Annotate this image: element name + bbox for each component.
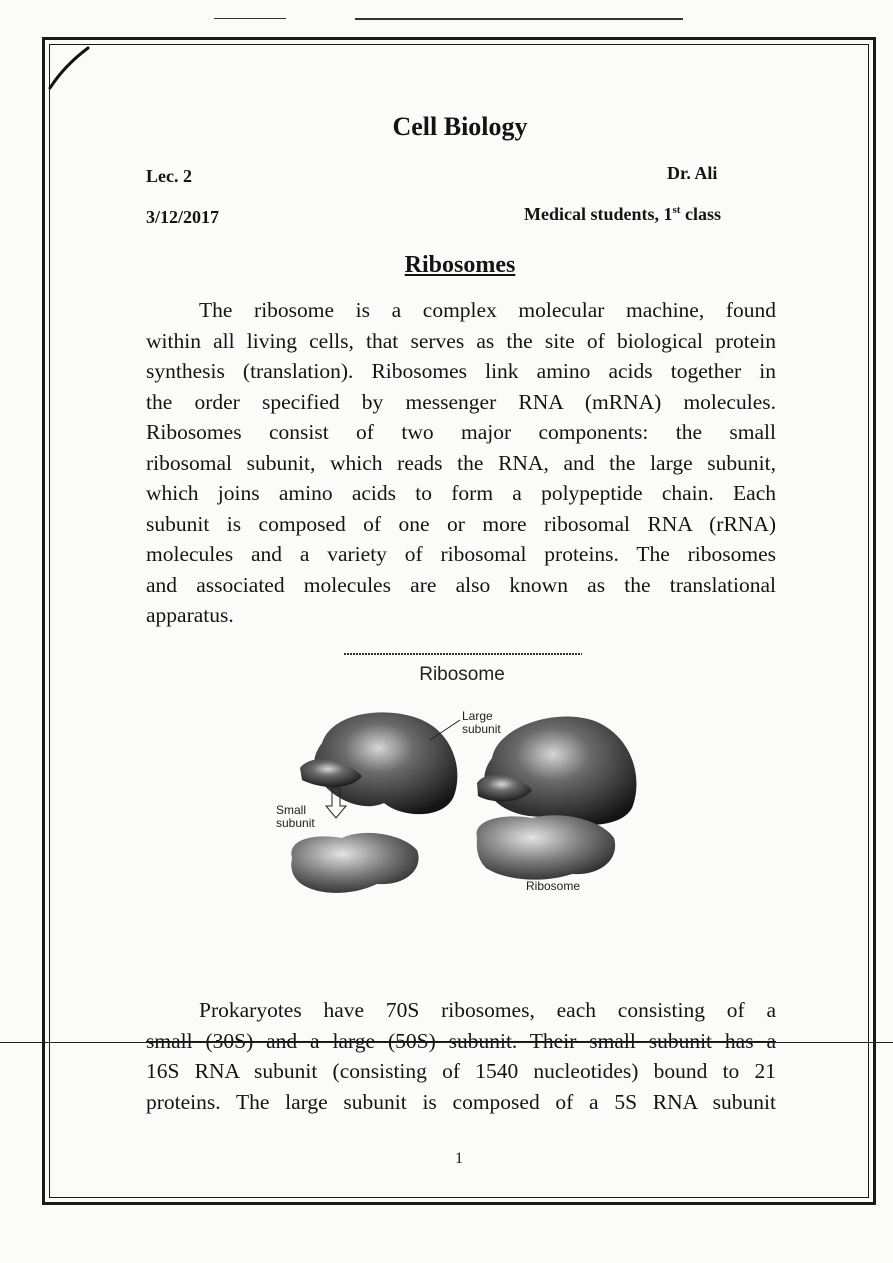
page-number: 1 [455, 1150, 463, 1167]
text-line: Prokaryotes have 70S ribosomes, each consisting of a [199, 998, 776, 1022]
paragraph-prokaryotes [146, 995, 776, 1117]
text-line: synthesis (translation). Ribosomes link amino acids together in [146, 359, 776, 383]
text-line: ribosomal subunit, which reads the RNA, and the large subunit, [146, 450, 776, 475]
section-heading: Ribosomes [404, 252, 516, 278]
audience-label: Medical students, 1st class [524, 204, 721, 224]
text-line: small (30S) and a large (50S) subunit. Their small subunit has a [146, 1028, 776, 1053]
label-ribosome: Ribosome [526, 879, 581, 893]
check-mark-icon [46, 44, 96, 94]
text-line: and associated molecules are also known as the translational [146, 572, 776, 597]
scan-line [0, 1042, 893, 1043]
text-line: The ribosome is a complex molecular machine, found [199, 298, 776, 322]
top-rule-long [355, 18, 683, 20]
paragraph-ribosome-intro [146, 295, 776, 631]
label-large-subunit: Large subunit [462, 709, 501, 736]
text-line: within all living cells, that serves as the site of biological protein [146, 328, 776, 353]
top-rule-short [214, 18, 286, 19]
document-title: Cell Biology [392, 112, 528, 141]
ribosome-figure [272, 648, 662, 908]
text-line: subunit is composed of one or more ribosomal RNA (rRNA) [146, 511, 776, 536]
text-line: proteins. The large subunit is composed of a 5S RNA subunit [146, 1089, 776, 1114]
figure-title: Ribosome [419, 664, 505, 685]
text-line: apparatus. [146, 603, 234, 627]
label-small-subunit: Small subunit [276, 803, 315, 830]
text-line: which joins amino acids to form a polypeptide chain. Each [146, 481, 776, 505]
lecture-date: 3/12/2017 [146, 207, 220, 227]
text-line: molecules and a variety of ribosomal proteins. The ribosomes [146, 542, 776, 566]
author-name: Dr. Ali [667, 163, 718, 183]
ribosome-illustration [272, 648, 662, 908]
text-line: the order specified by messenger RNA (mRNA) molecules. [146, 389, 776, 414]
text-line: 16S RNA subunit (consisting of 1540 nucleotides) bound to 21 [146, 1059, 776, 1083]
lecture-number: Lec. 2 [146, 166, 192, 186]
text-line: Ribosomes consist of two major components: the small [146, 420, 776, 444]
